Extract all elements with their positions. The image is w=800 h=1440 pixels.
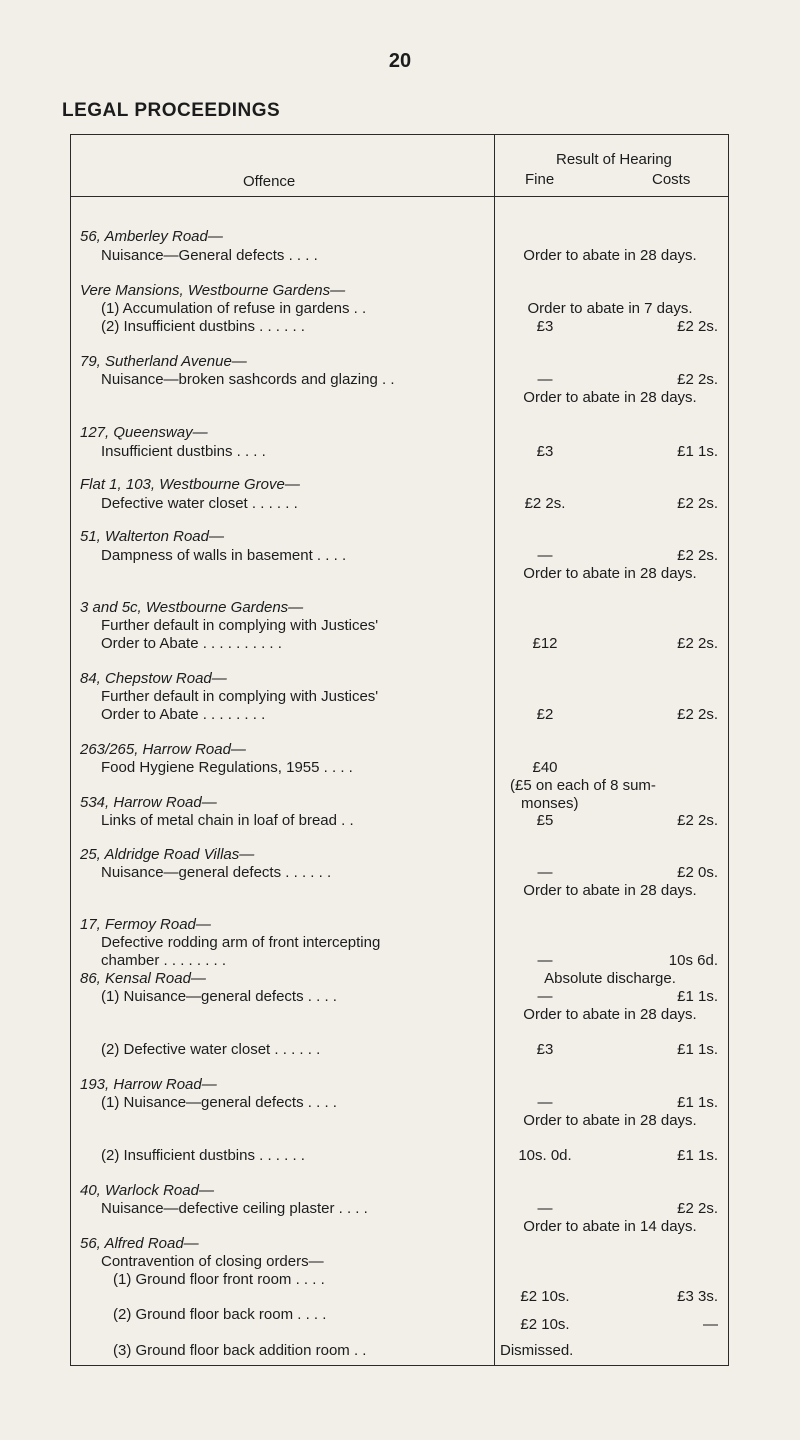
fine-value: £2 xyxy=(536,706,554,723)
cost-value: £1 1s. xyxy=(677,1041,718,1058)
entry-address: Flat 1, 103, Westbourne Grove— xyxy=(80,476,300,493)
fine-value: £2 10s. xyxy=(520,1288,570,1305)
result-text: Order to abate in 28 days. xyxy=(523,389,697,406)
cost-value: £2 2s. xyxy=(677,1200,718,1217)
entry-address: 86, Kensal Road— xyxy=(80,970,206,987)
fine-value: £3 xyxy=(536,443,554,460)
result-text: Dismissed. xyxy=(500,1342,574,1359)
fine-note: monses) xyxy=(521,795,579,812)
result-text: Order to abate in 7 days. xyxy=(527,300,693,317)
offence-text: (3) Ground floor back addition room . . xyxy=(113,1342,367,1359)
cost-value: £2 0s. xyxy=(677,864,718,881)
fine-value: £3 xyxy=(536,318,554,335)
column-divider xyxy=(494,134,495,1366)
offence-text: Order to Abate . . . . . . . . xyxy=(101,706,266,723)
fine-note: (£5 on each of 8 sum- xyxy=(510,777,656,794)
entry-address: 17, Fermoy Road— xyxy=(80,916,211,933)
fine-value: — xyxy=(537,864,553,881)
header-result: Result of Hearing xyxy=(556,151,672,168)
entry-address: 127, Queensway— xyxy=(80,424,208,441)
fine-value: — xyxy=(537,1094,553,1111)
fine-value: — xyxy=(537,547,553,564)
offence-text: (2) Insufficient dustbins . . . . . . xyxy=(101,1147,305,1164)
cost-value: £2 2s. xyxy=(677,635,718,652)
cost-value: £1 1s. xyxy=(677,1147,718,1164)
offence-text: (1) Nuisance—general defects . . . . xyxy=(101,988,337,1005)
entry-address: 79, Sutherland Avenue— xyxy=(80,353,247,370)
fine-value: £12 xyxy=(532,635,558,652)
entry-address: 3 and 5c, Westbourne Gardens— xyxy=(80,599,304,616)
offence-text: (2) Ground floor back room . . . . xyxy=(113,1306,327,1323)
offence-text: (1) Ground floor front room . . . . xyxy=(113,1271,325,1288)
header-fine: Fine xyxy=(525,171,555,188)
offence-text: Defective water closet . . . . . . xyxy=(101,495,298,512)
offence-text: Contravention of closing orders— xyxy=(101,1253,324,1270)
header-divider xyxy=(70,196,729,197)
fine-value: — xyxy=(537,988,553,1005)
result-text: Order to abate in 28 days. xyxy=(523,882,697,899)
offence-text: Nuisance—defective ceiling plaster . . . . xyxy=(101,1200,368,1217)
offence-text: Insufficient dustbins . . . . xyxy=(101,443,266,460)
cost-value: £2 2s. xyxy=(677,495,718,512)
entry-address: 56, Amberley Road— xyxy=(80,228,223,245)
result-text: Order to abate in 28 days. xyxy=(523,1006,697,1023)
offence-text: (2) Insufficient dustbins . . . . . . xyxy=(101,318,305,335)
offence-text: Links of metal chain in loaf of bread . . xyxy=(101,812,354,829)
fine-value: £3 xyxy=(536,1041,554,1058)
cost-value: £3 3s. xyxy=(677,1288,718,1305)
offence-text: Nuisance—broken sashcords and glazing . . xyxy=(101,371,395,388)
entry-address: 56, Alfred Road— xyxy=(80,1235,199,1252)
cost-value: £2 2s. xyxy=(677,318,718,335)
fine-value: £2 10s. xyxy=(520,1316,570,1333)
offence-text: (1) Accumulation of refuse in gardens . . xyxy=(101,300,367,317)
offence-text: (1) Nuisance—general defects . . . . xyxy=(101,1094,337,1111)
offence-text: Nuisance—General defects . . . . xyxy=(101,247,318,264)
entry-address: Vere Mansions, Westbourne Gardens— xyxy=(80,282,346,299)
offence-text: chamber . . . . . . . . xyxy=(101,952,227,969)
cost-value: £2 2s. xyxy=(677,812,718,829)
entry-address: 40, Warlock Road— xyxy=(80,1182,214,1199)
entry-address: 25, Aldridge Road Villas— xyxy=(80,846,255,863)
fine-value: £2 2s. xyxy=(524,495,566,512)
offence-text: Further default in complying with Justices' xyxy=(101,617,379,634)
offence-text: Dampness of walls in basement . . . . xyxy=(101,547,347,564)
header-costs: Costs xyxy=(652,171,691,188)
fine-value: 10s. 0d. xyxy=(518,1147,572,1164)
cost-value: £2 2s. xyxy=(677,371,718,388)
offence-text: Nuisance—general defects . . . . . . xyxy=(101,864,332,881)
cost-value: £1 1s. xyxy=(677,1094,718,1111)
result-text: Order to abate in 28 days. xyxy=(523,247,697,264)
page-title: LEGAL PROCEEDINGS xyxy=(62,100,281,121)
result-text: Absolute discharge. xyxy=(544,970,676,987)
fine-value: £5 xyxy=(536,812,554,829)
result-text: Order to abate in 28 days. xyxy=(523,565,697,582)
entry-address: 193, Harrow Road— xyxy=(80,1076,217,1093)
page-number: 20 xyxy=(388,50,412,72)
cost-value: £1 1s. xyxy=(677,443,718,460)
offence-text: Defective rodding arm of front intercepting xyxy=(101,934,381,951)
cost-value: £2 2s. xyxy=(677,547,718,564)
header-offence: Offence xyxy=(243,173,296,190)
offence-text: Further default in complying with Justices' xyxy=(101,688,379,705)
result-text: Order to abate in 14 days. xyxy=(523,1218,697,1235)
offence-text: Order to Abate . . . . . . . . . . xyxy=(101,635,282,652)
offence-text: Food Hygiene Regulations, 1955 . . . . xyxy=(101,759,353,776)
fine-value: — xyxy=(537,1200,553,1217)
entry-address: 84, Chepstow Road— xyxy=(80,670,227,687)
entry-address: 534, Harrow Road— xyxy=(80,794,217,811)
cost-value: £1 1s. xyxy=(677,988,718,1005)
cost-value: £2 2s. xyxy=(677,706,718,723)
fine-value: — xyxy=(537,952,553,969)
entry-address: 263/265, Harrow Road— xyxy=(80,741,246,758)
cost-value: — xyxy=(703,1316,718,1333)
offence-text: (2) Defective water closet . . . . . . xyxy=(101,1041,321,1058)
fine-value: — xyxy=(537,371,553,388)
fine-value: £40 xyxy=(532,759,558,776)
cost-value: 10s 6d. xyxy=(668,952,718,969)
entry-address: 51, Walterton Road— xyxy=(80,528,224,545)
result-text: Order to abate in 28 days. xyxy=(523,1112,697,1129)
